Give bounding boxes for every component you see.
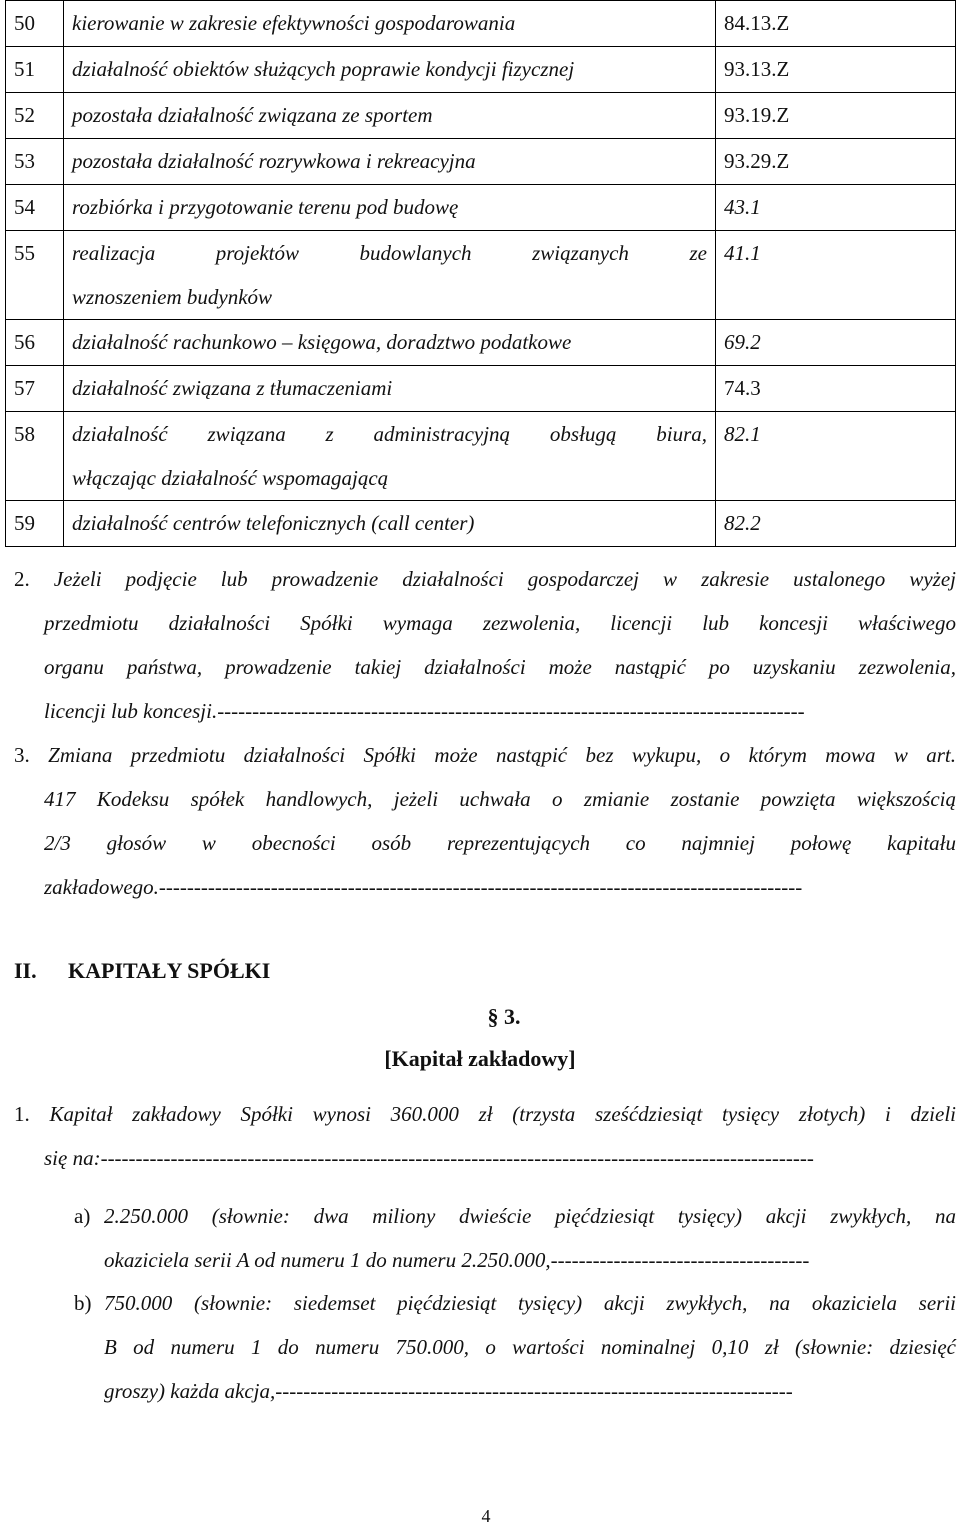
paragraph-3-line: 2/3 głosów w obecności osób reprezentujących co najmniej połowę kapitału xyxy=(44,831,956,855)
article-title: [Kapitał zakładowy] xyxy=(384,1046,576,1071)
row-number: 53 xyxy=(6,139,64,185)
description-line: działalność rachunkowo – księgowa, doradztwo podatkowe xyxy=(72,330,572,354)
paragraph-3 xyxy=(14,733,956,777)
pkd-code: 93.13.Z xyxy=(716,47,956,93)
paragraph-number: 2. xyxy=(14,567,30,591)
paragraph-3-cont xyxy=(44,777,956,909)
table-row xyxy=(6,231,956,320)
activity-description xyxy=(64,185,716,231)
item-b-letter: b) xyxy=(74,1291,92,1315)
description-line: działalność obiektów służących poprawie kondycji fizycznej xyxy=(72,57,575,81)
table-row xyxy=(6,185,956,231)
pkd-code: 93.29.Z xyxy=(716,139,956,185)
row-number: 59 xyxy=(6,501,64,547)
paragraph-2-line xyxy=(14,557,956,601)
paragraph-2-line: przedmiotu działalności Spółki wymaga zezwolenia, licencji lub koncesji właściwego xyxy=(44,611,956,635)
pkd-code: 93.19.Z xyxy=(716,93,956,139)
clause-1-cont xyxy=(44,1136,956,1180)
pkd-code: 82.1 xyxy=(716,412,956,501)
clause-number: 1. xyxy=(14,1102,30,1126)
clause-1-line: się na:------------------------------------------------------------------------------------------------------ xyxy=(44,1146,814,1170)
description-line: pozostała działalność rozrywkowa i rekreacyjna xyxy=(72,149,476,173)
activity-description xyxy=(64,1,716,47)
description-line: działalność związana z tłumaczeniami xyxy=(72,376,393,400)
description-line: działalność związana z administracyjną obsługą biura, xyxy=(72,422,707,446)
paragraph-2-cont xyxy=(44,601,956,733)
table-row xyxy=(6,366,956,412)
paragraph-number: 3. xyxy=(14,743,30,767)
activity-description xyxy=(64,93,716,139)
item-b-line: groszy) każda akcja,-------------------------------------------------------------------------- xyxy=(104,1379,793,1403)
row-number: 50 xyxy=(6,1,64,47)
text-line: Jeżeli podjęcie lub prowadzenie działalności gospodarczej w zakresie ustalonego wyżej xyxy=(53,567,957,591)
page-number: 4 xyxy=(481,1506,491,1526)
pkd-code: 43.1 xyxy=(716,185,956,231)
description-line: realizacja projektów budowlanych związanych ze xyxy=(72,241,707,265)
description-line: wznoszeniem budynków xyxy=(72,285,273,309)
activity-description xyxy=(64,412,716,501)
activity-table xyxy=(5,0,956,547)
activity-description xyxy=(64,47,716,93)
section-title: KAPITAŁY SPÓŁKI xyxy=(68,958,271,983)
description-line: rozbiórka i przygotowanie terenu pod budowę xyxy=(72,195,459,219)
description-line: działalność centrów telefonicznych (call center) xyxy=(72,511,475,535)
table-row xyxy=(6,139,956,185)
row-number: 52 xyxy=(6,93,64,139)
text-line: Kapitał zakładowy Spółki wynosi 360.000 zł (trzysta sześćdziesiąt tysięcy złotych) i dzieli xyxy=(49,1102,956,1126)
item-a-line: 2.250.000 (słownie: dwa miliony dwieście pięćdziesiąt tysięcy) akcji zwykłych, na xyxy=(104,1204,956,1228)
description-line: kierowanie w zakresie efektywności gospodarowania xyxy=(72,11,516,35)
table-row xyxy=(6,412,956,501)
table-row xyxy=(6,93,956,139)
section-number: II. xyxy=(14,958,37,983)
paragraph-3-line: zakładowego.-------------------------------------------------------------------------------------------- xyxy=(44,875,803,899)
item-a-line: okaziciela serii A od numeru 1 do numeru 2.250.000,------------------------------------- xyxy=(104,1248,810,1272)
pkd-code: 82.2 xyxy=(716,501,956,547)
table-row xyxy=(6,47,956,93)
clause-1 xyxy=(14,1092,956,1136)
row-number: 51 xyxy=(6,47,64,93)
item-b-line: 750.000 (słownie: siedemset pięćdziesiąt tysięcy) akcji zwykłych, na okaziciela serii xyxy=(104,1291,956,1315)
activity-description xyxy=(64,231,716,320)
table-row xyxy=(6,320,956,366)
activity-description xyxy=(64,366,716,412)
row-number: 58 xyxy=(6,412,64,501)
row-number: 56 xyxy=(6,320,64,366)
paragraph-3-line: 417 Kodeksu spółek handlowych, jeżeli uchwała o zmianie zostanie powzięta większością xyxy=(44,787,956,811)
activity-description xyxy=(64,320,716,366)
text-line: Zmiana przedmiotu działalności Spółki może nastąpić bez wykupu, o którym mowa w art. xyxy=(48,743,957,767)
item-b-line: B od numeru 1 do numeru 750.000, o wartości nominalnej 0,10 zł (słownie: dziesięć xyxy=(104,1335,956,1359)
paragraph-2 xyxy=(14,557,956,601)
pkd-code: 74.3 xyxy=(716,366,956,412)
activity-description xyxy=(64,501,716,547)
article-symbol: § 3. xyxy=(487,1004,521,1029)
description-line: włączając działalność wspomagającą xyxy=(72,466,389,490)
table-row xyxy=(6,501,956,547)
pkd-code: 41.1 xyxy=(716,231,956,320)
row-number: 55 xyxy=(6,231,64,320)
paragraph-2-line: organu państwa, prowadzenie takiej działalności może nastąpić po uzyskaniu zezwolenia, xyxy=(44,655,956,679)
paragraph-2-line: licencji lub koncesji.------------------------------------------------------------------------------------ xyxy=(44,699,805,723)
item-b xyxy=(104,1281,956,1413)
item-a xyxy=(104,1194,956,1282)
description-line: pozostała działalność związana ze sportem xyxy=(72,103,433,127)
table-row xyxy=(6,1,956,47)
item-a-letter: a) xyxy=(74,1204,91,1228)
activity-description xyxy=(64,139,716,185)
row-number: 57 xyxy=(6,366,64,412)
row-number: 54 xyxy=(6,185,64,231)
pkd-code: 84.13.Z xyxy=(716,1,956,47)
pkd-code: 69.2 xyxy=(716,320,956,366)
